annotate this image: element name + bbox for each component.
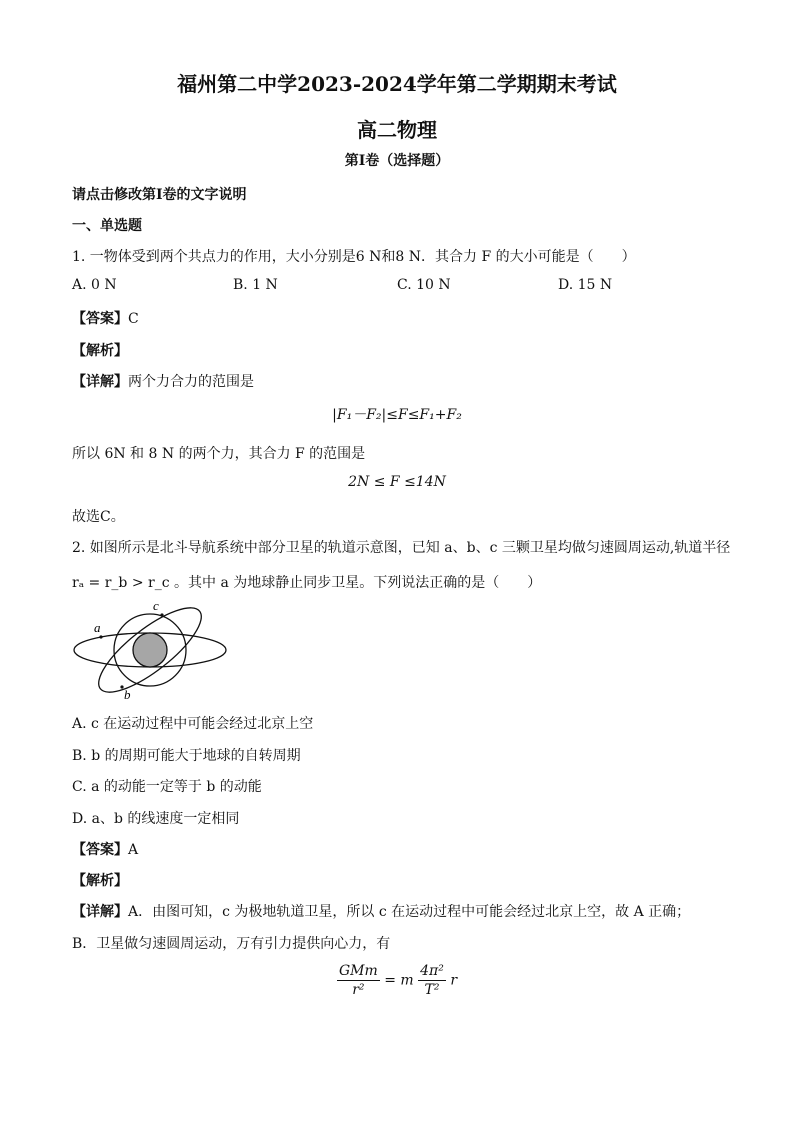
q1-stem: 1. 一物体受到两个共点力的作用，大小分别是6 N和8 N．其合力 F 的大小可能是（ ） — [72, 249, 636, 265]
q1-answer: C — [128, 311, 139, 327]
q1-conclusion: 故选C。 — [72, 509, 125, 525]
eq-lhs-denominator: r² — [352, 982, 365, 998]
eq-rhs-fraction — [418, 962, 446, 999]
q1-equation-result: 2N ≤ F ≤14N — [348, 474, 446, 490]
orbit-diagram — [70, 596, 230, 702]
q2-option-d: D. a、b 的线速度一定相同 — [72, 811, 240, 827]
q1-detail-label: 【详解】 — [72, 374, 128, 390]
q1-answer-label: 【答案】 — [72, 311, 128, 327]
q2-stem-line1: 2. 如图所示是北斗导航系统中部分卫星的轨道示意图，已知 a、b、c 三颗卫星均做匀速圆周运动,轨道半径 — [72, 540, 731, 556]
q2-detail-label: 【详解】 — [72, 904, 128, 920]
q2-gravity-equation — [0, 962, 794, 999]
q2-analysis-label: 【解析】 — [72, 873, 128, 889]
eq-lhs-fraction — [337, 962, 380, 999]
q2-answer: A — [128, 842, 139, 858]
section-title: 第I卷（选择题） — [344, 153, 450, 169]
q2-stem-line2: rₐ = r_b > r_c 。其中 a 为地球静止同步卫星。下列说法正确的是（ ） — [72, 575, 542, 591]
exam-title: 福州第二中学2023-2024学年第二学期期末考试 — [177, 72, 617, 96]
q2-detail-a: A．由图可知，c 为极地轨道卫星，所以 c 在运动过程中可能会经过北京上空，故 A 正确； — [128, 904, 691, 920]
q2-option-b: B. b 的周期可能大于地球的自转周期 — [72, 748, 301, 764]
q1-answer-line — [72, 308, 139, 328]
q1-analysis-label: 【解析】 — [72, 343, 128, 359]
q2-detail-b: B．卫星做匀速圆周运动，万有引力提供向心力，有 — [72, 936, 391, 952]
label-b: b — [124, 687, 131, 702]
q2-answer-label: 【答案】 — [72, 842, 128, 858]
part-title: 一、单选题 — [72, 218, 142, 234]
label-c: c — [153, 598, 159, 613]
section-note: 请点击修改第I卷的文字说明 — [72, 187, 247, 203]
subject-title: 高二物理 — [357, 118, 437, 142]
q1-option-a: A. 0 N — [72, 277, 117, 293]
satellite-a-dot — [99, 635, 102, 638]
q1-option-c: C. 10 N — [397, 277, 451, 293]
q1-option-b: B. 1 N — [233, 277, 278, 293]
q1-option-d: D. 15 N — [558, 277, 613, 293]
eq-equals-m: = m — [384, 972, 414, 989]
eq-rhs-numerator: 4π² — [420, 963, 444, 979]
q1-line2: 所以 6N 和 8 N 的两个力，其合力 F 的范围是 — [72, 446, 366, 462]
q1-detail: 两个力合力的范围是 — [128, 374, 254, 390]
earth-disc — [133, 633, 167, 667]
q2-detail-line-a — [72, 901, 690, 921]
eq-rhs-denominator: T² — [424, 982, 440, 998]
q1-detail-line — [72, 371, 254, 391]
eq-lhs-numerator: GMm — [338, 963, 378, 979]
label-a: a — [94, 620, 101, 635]
q2-option-c: C. a 的动能一定等于 b 的动能 — [72, 779, 262, 795]
satellite-c-dot — [160, 613, 163, 616]
q2-option-a: A. c 在运动过程中可能会经过北京上空 — [72, 716, 314, 732]
q1-equation-range: |F₁－F₂|≤F≤F₁+F₂ — [332, 407, 462, 423]
q2-answer-line — [72, 839, 138, 859]
eq-rhs-tail: r — [450, 972, 458, 989]
